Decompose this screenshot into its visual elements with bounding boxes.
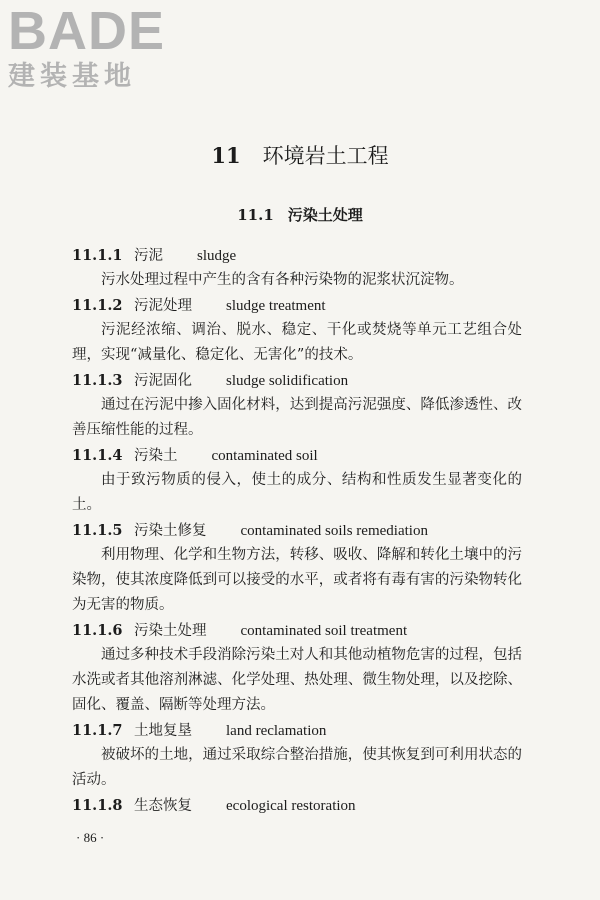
term-entry <box>72 293 522 368</box>
term-chinese: 生态恢复 <box>134 798 192 814</box>
term-chinese: 污泥固化 <box>134 373 192 389</box>
term-number: 11.1.8 <box>72 797 123 814</box>
term-definition: 通过多种技术手段消除污染土对人和其他动植物危害的过程，包括水洗或者其他溶剂淋滤、化学处理、热处理、微生物处理，以及挖除、固化、覆盖、隔断等处理方法。 <box>72 647 522 713</box>
term-definition: 利用物理、化学和生物方法，转移、吸收、降解和转化土壤中的污染物，使其浓度降低到可以接受的水平，或者将有毒有害的污染物转化为无害的物质。 <box>72 547 522 613</box>
term-chinese: 污染土处理 <box>134 623 207 639</box>
term-definition: 污水处理过程中产生的含有各种污染物的泥浆状沉淀物。 <box>101 272 464 288</box>
page-number: · 86 · <box>76 830 105 845</box>
term-number: 11.1.2 <box>72 297 123 314</box>
term-number: 11.1.7 <box>72 722 123 739</box>
term-entry <box>72 718 522 793</box>
term-english: contaminated soil treatment <box>240 623 408 639</box>
term-entry <box>72 618 522 718</box>
term-entry <box>72 443 522 518</box>
term-number: 11.1.3 <box>72 372 123 389</box>
term-number: 11.1.6 <box>72 622 123 639</box>
section-number: 11.1 <box>237 206 274 224</box>
term-number: 11.1.4 <box>72 447 123 464</box>
term-chinese: 污染土 <box>134 448 178 464</box>
term-chinese: 污泥 <box>134 248 163 264</box>
section-title-text: 污染土处理 <box>287 206 363 224</box>
term-definition: 通过在污泥中掺入固化材料，达到提高污泥强度、降低渗透性、改善压缩性能的过程。 <box>72 397 522 438</box>
term-entry <box>72 793 522 818</box>
term-chinese: 污染土修复 <box>134 523 207 539</box>
term-number: 11.1.1 <box>72 247 123 264</box>
chapter-title <box>0 140 600 170</box>
term-entry <box>72 368 522 443</box>
term-chinese: 污泥处理 <box>134 298 192 314</box>
term-definition: 污泥经浓缩、调治、脱水、稳定、干化或焚烧等单元工艺组合处理，实现“减量化、稳定化、无害化”的技术。 <box>72 322 522 363</box>
logo-subtitle: 建装基地 <box>8 61 136 92</box>
term-english: sludge treatment <box>226 298 326 314</box>
term-definition: 由于致污物质的侵入，使土的成分、结构和性质发生显著变化的土。 <box>72 472 522 513</box>
term-number: 11.1.5 <box>72 522 123 539</box>
chapter-title-text: 环境岩土工程 <box>262 144 389 168</box>
chapter-number: 11 <box>211 143 241 168</box>
term-english: contaminated soil <box>211 448 318 464</box>
term-definition: 被破坏的土地，通过采取综合整治措施，使其恢复到可利用状态的活动。 <box>72 747 522 788</box>
section-title <box>0 204 600 225</box>
term-entry <box>72 518 522 618</box>
term-entry <box>72 243 522 293</box>
term-chinese: 土地复垦 <box>134 723 192 739</box>
bade-logo <box>8 1 166 92</box>
term-english: sludge solidification <box>226 373 349 389</box>
term-english: contaminated soils remediation <box>240 523 428 539</box>
term-english: land reclamation <box>226 723 327 739</box>
term-english: sludge <box>197 248 237 264</box>
term-english: ecological restoration <box>226 798 356 814</box>
term-list <box>72 243 522 818</box>
logo-wordmark: BADE <box>8 1 166 61</box>
